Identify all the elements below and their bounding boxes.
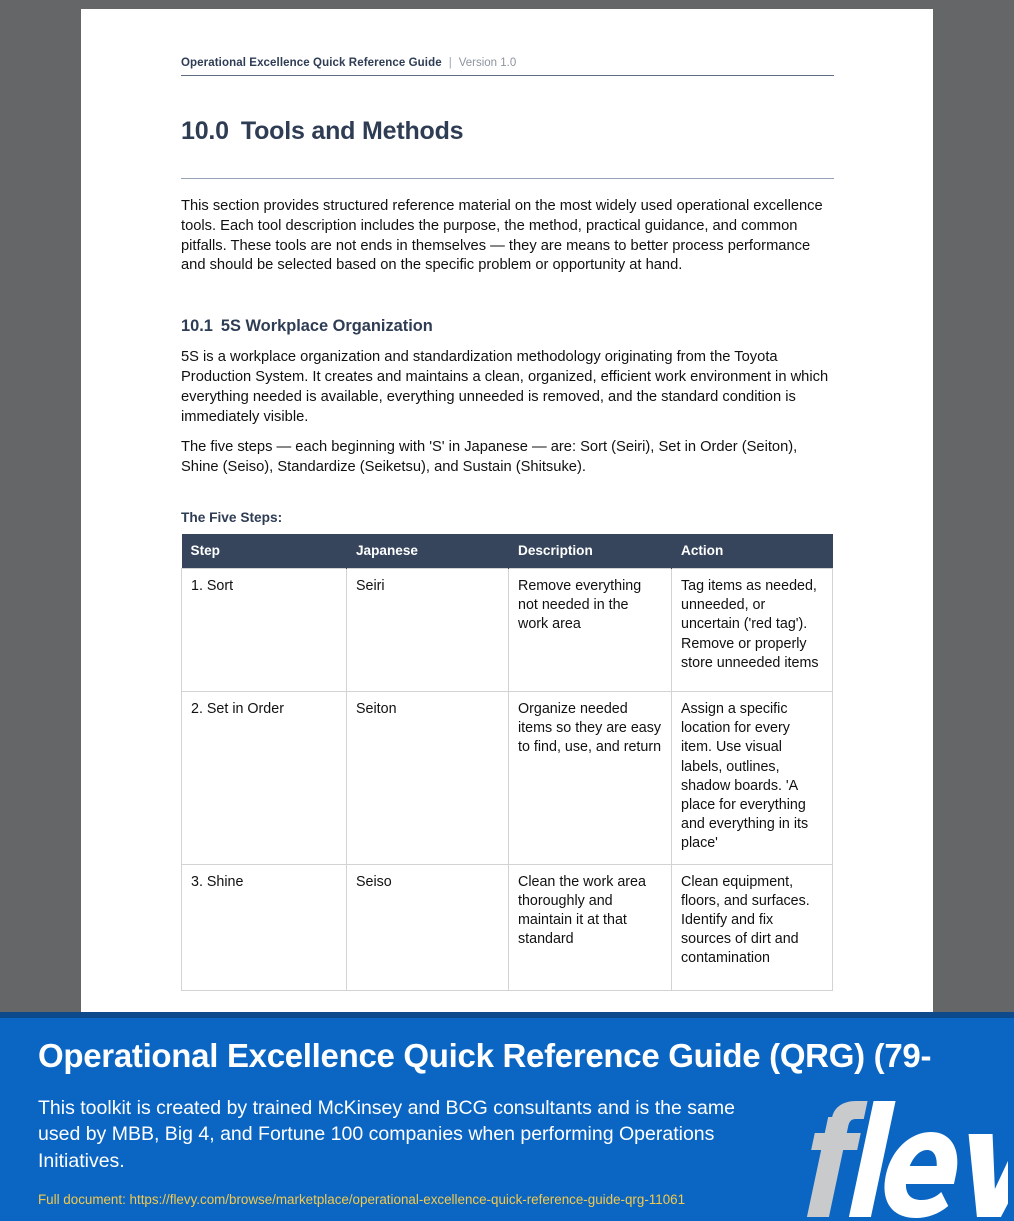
subsection-paragraph-1: 5S is a workplace organization and standardization methodology originating from the Toyota Production System. It creates and maintains a clean, organized, efficient work environment in which everything needed is available, everything unneeded is removed, and the standard condition is immediately visible. xyxy=(181,349,829,425)
subsection-title xyxy=(181,317,834,336)
cell-description: Remove everything not needed in the work area xyxy=(509,568,672,691)
cell-step: 2. Set in Order xyxy=(182,691,347,864)
running-header-version: Version 1.0 xyxy=(458,57,517,69)
flevy-logo-v xyxy=(951,1134,1008,1217)
section-title-text: Tools and Methods xyxy=(240,117,464,145)
table-row xyxy=(182,691,833,864)
flevy-logo-e xyxy=(877,1132,965,1218)
subsection-title-text: 5S Workplace Organization xyxy=(220,317,433,336)
cell-action: Clean equipment, floors, and surfaces. Identify and fix sources of dirt and contamination xyxy=(672,864,833,990)
cell-description: Organize needed items so they are easy to find, use, and return xyxy=(509,691,672,864)
cell-step: 3. Shine xyxy=(182,864,347,990)
cell-action: Tag items as needed, unneeded, or uncertain ('red tag'). Remove or properly store unneeded items xyxy=(672,568,833,691)
table-header-action: Action xyxy=(672,534,833,569)
promo-banner xyxy=(0,1012,1014,1221)
document-page xyxy=(81,9,933,1012)
subsection-number: 10.1 xyxy=(181,317,213,336)
section-title xyxy=(181,117,834,146)
table-header-description: Description xyxy=(509,534,672,569)
title-divider xyxy=(181,178,834,179)
table-header-japanese: Japanese xyxy=(347,534,509,569)
cell-description: Clean the work area thoroughly and maintain it at that standard xyxy=(509,864,672,990)
table-header-row xyxy=(182,534,833,569)
five-steps-table xyxy=(181,534,833,991)
table-row xyxy=(182,568,833,691)
banner-description: This toolkit is created by trained McKinsey and BCG consultants and is the same used by MBB, Big 4, and Fortune 100 companies when performing Operations Initiatives. xyxy=(38,1097,735,1172)
running-header-title: Operational Excellence Quick Reference Guide xyxy=(181,57,442,69)
section-intro-paragraph: This section provides structured reference material on the most widely used operational excellence tools. Each tool description includes the purpose, the method, practical guidance, and common pitfalls. These tools are not ends in themselves — they are means to better process performance and should be selected based on the specific problem or opportunity at hand. xyxy=(181,198,823,274)
cell-step: 1. Sort xyxy=(182,568,347,691)
cell-japanese: Seiton xyxy=(347,691,509,864)
flevy-logo[interactable] xyxy=(788,1099,1008,1219)
running-header xyxy=(181,57,834,76)
cell-japanese: Seiri xyxy=(347,568,509,691)
banner-title: Operational Excellence Quick Reference Guide (QRG) (79- xyxy=(38,1037,932,1074)
running-header-separator: | xyxy=(448,57,452,69)
banner-top-strip xyxy=(0,1012,1014,1018)
cell-japanese: Seiso xyxy=(347,864,509,990)
table-caption: The Five Steps: xyxy=(181,509,283,525)
page-content xyxy=(181,57,834,991)
subsection-paragraph-2: The five steps — each beginning with 'S' in Japanese — are: Sort (Seiri), Set in Order (Seiton), Shine (Seiso), Standardize (Seiketsu), and Sustain (Shitsuke). xyxy=(181,439,798,476)
table-row xyxy=(182,864,833,990)
table-header-step: Step xyxy=(182,534,347,569)
banner-document-link[interactable]: Full document: https://flevy.com/browse/marketplace/operational-excellence-quick-reference-guide-qrg-11061 xyxy=(38,1192,686,1207)
section-number: 10.0 xyxy=(181,117,229,145)
cell-action: Assign a specific location for every item. Use visual labels, outlines, shadow boards. 'A place for everything and everything in its place' xyxy=(672,691,833,864)
